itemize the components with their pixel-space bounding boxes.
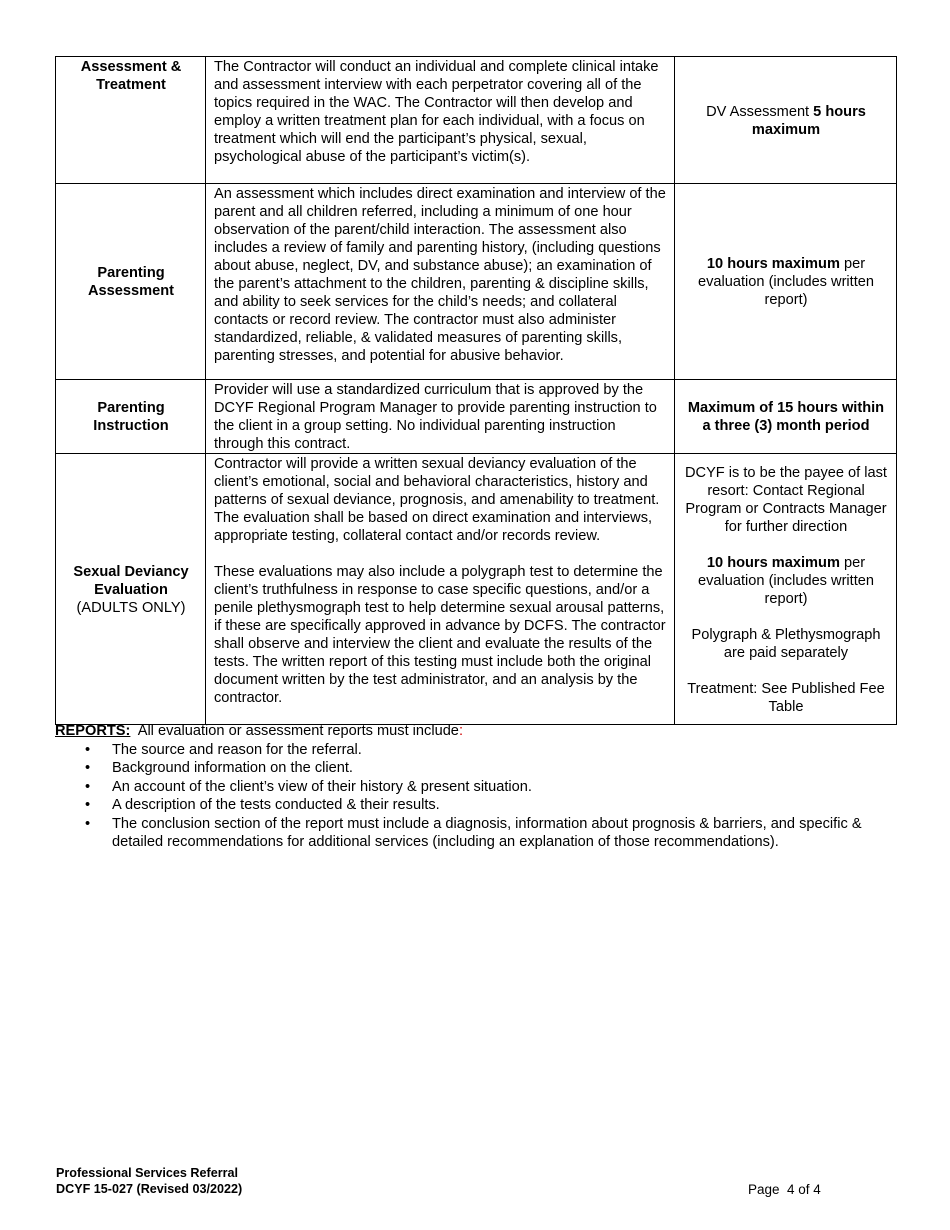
fee-text: DV Assessment [706, 103, 814, 120]
table-row [56, 57, 897, 184]
service-name: Parenting Instruction [56, 380, 206, 454]
description-paragraph: These evaluations may also include a polygraph test to determine the client’s truthfulness in response to case specific questions, and/or a penile plethysmograph test to help determine sexual arousal patterns, if these are specifically approved in advance by DCFS. The contractor shall observe and interview the client and evaluate the results of the tests. The written report of this testing must include both the original document written by the test administrator, and an analysis by the contractor. [214, 564, 666, 706]
list-item: • The conclusion section of the report must include a diagnosis, information about prognosis & barriers, and specific & detailed recommendations for additional services (including an explanation of those recommendations). [55, 815, 915, 852]
table-row [56, 184, 897, 380]
reports-heading [55, 722, 915, 741]
fee-spacer [683, 536, 889, 554]
fee-limit: 10 hours maximum [706, 554, 840, 571]
fee-polygraph: Polygraph & Plethysmograph are paid separately [691, 626, 881, 661]
reports-list [55, 741, 915, 852]
description-paragraph: Contractor will provide a written sexual deviancy evaluation of the client’s emotional, social and behavioral characteristics, history and patterns of sexual deviance, prognosis, and amenability to treatment. The evaluation shall be based on direct examination and interviews, appropriate testing, collateral contact and/or records review. [214, 456, 660, 544]
reports-colon: : [458, 723, 463, 739]
service-name: Parenting Assessment [56, 184, 206, 380]
form-number: DCYF 15-027 (Revised 03/2022) [56, 1182, 243, 1196]
service-fee [675, 454, 897, 725]
service-fee [675, 184, 897, 380]
list-item: • The source and reason for the referral. [55, 741, 915, 760]
fee-spacer [683, 608, 889, 626]
services-table [55, 56, 897, 725]
service-title: Sexual Deviancy Evaluation [73, 563, 189, 598]
fee-text: per evaluation (includes written report) [697, 554, 875, 607]
fee-payee: DCYF is to be the payee of last resort: Contact Regional Program or Contracts Manager for further direction [685, 464, 887, 535]
reports-label: REPORTS: [55, 723, 131, 739]
service-description: An assessment which includes direct examination and interview of the parent and all children referred, including a minimum of one hour observation of the parent/child interaction. The assessment also includes a review of family and parenting history, (including questions about abuse, neglect, DV, and substance abuse); an examination of the parent’s attachment to the children, parenting & discipline skills, and ability to seek services for the child’s needs; and collateral contacts or record review. The contractor must also administer standardized, reliable, & validated measures of parenting skills, parenting stresses, and potential for abusive behavior. [206, 184, 675, 380]
list-item: • A description of the tests conducted & their results. [55, 796, 915, 815]
service-description: Provider will use a standardized curriculum that is approved by the DCYF Regional Program Manager to provide parenting instruction to the client in a group setting. No individual parenting instruction through this contract. [206, 380, 675, 454]
table-row [56, 454, 897, 725]
service-name [56, 454, 206, 725]
service-fee [675, 57, 897, 184]
page-number: Page 4 of 4 [748, 1182, 821, 1197]
fee-hours [683, 554, 889, 608]
service-name: Assessment & Treatment [56, 57, 206, 184]
fee-text: per evaluation (includes written report) [697, 256, 875, 308]
table-row [56, 380, 897, 454]
service-fee [675, 380, 897, 454]
fee-limit: 5 hours maximum [751, 103, 866, 138]
fee-limit: 10 hours maximum [706, 256, 840, 272]
footer-form-info [56, 1165, 242, 1197]
list-item: • Background information on the client. [55, 759, 915, 778]
reports-intro: All evaluation or assessment reports must include [130, 723, 459, 739]
reports-section [55, 722, 915, 852]
service-description: The Contractor will conduct an individual and complete clinical intake and assessment interview with each perpetrator covering all of the topics required in the WAC. The Contractor will then develop and employ a written treatment plan for each individual, with a focus on treatment which will end the participant’s physical, sexual, psychological abuse of the participant’s victim(s). [206, 57, 675, 184]
paragraph-spacer [214, 545, 667, 563]
list-item: • An account of the client’s view of their history & present situation. [55, 778, 915, 797]
fee-spacer [683, 662, 889, 680]
fee-limit: Maximum of 15 hours within a three (3) month period [687, 400, 885, 434]
service-note: (ADULTS ONLY) [76, 599, 186, 616]
fee-treatment: Treatment: See Published Fee Table [687, 680, 885, 715]
service-description [206, 454, 675, 725]
form-title: Professional Services Referral [56, 1166, 239, 1180]
